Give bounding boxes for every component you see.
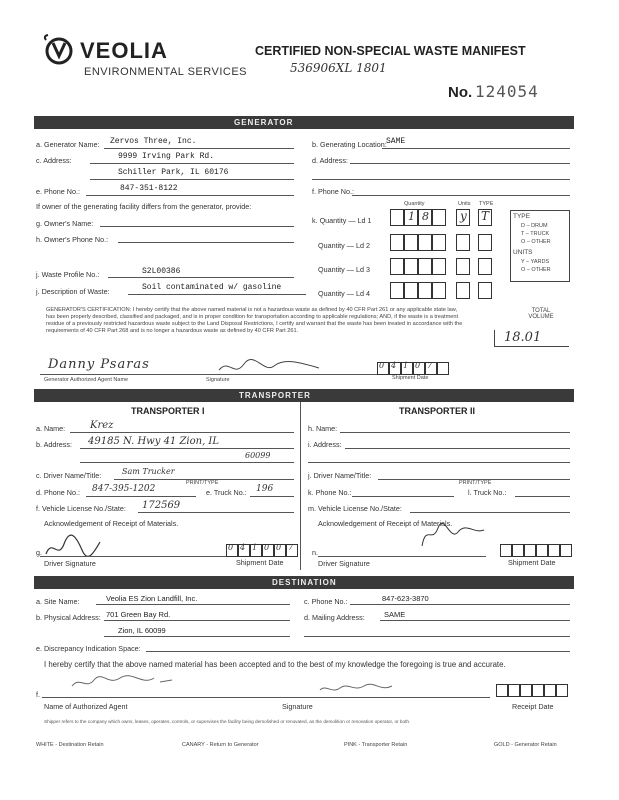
copy-canary: CANARY - Return to Generator	[182, 742, 259, 748]
type-legend-truck: T – TRUCK	[521, 231, 550, 237]
t2-license-label: m. Vehicle License No./State:	[308, 504, 402, 513]
t1-ack-label: Acknowledgement of Receipt of Materials.	[44, 519, 179, 528]
units-legend-yards: Y – YARDS	[521, 259, 550, 265]
quantity-ld1-label: k. Quantity — Ld 1	[312, 216, 372, 225]
ld1-qty-mark-2: 8	[422, 210, 429, 223]
type-legend	[510, 210, 570, 282]
manifest-number: 124054	[475, 82, 539, 101]
copy-gold: GOLD - Generator Retain	[494, 742, 557, 748]
dest-phone-value: 847-623-3870	[382, 594, 429, 603]
t1-truck-value: 196	[256, 484, 274, 494]
generator-address-label: c. Address:	[36, 156, 72, 165]
t1-driver-label: c. Driver Name/Title:	[36, 471, 102, 480]
generator-section-bar	[34, 116, 574, 129]
t1-driver-signature-label: Driver Signature	[44, 559, 96, 568]
generator-section-title: GENERATOR	[234, 118, 294, 127]
t2-driver-label: j. Driver Name/Title:	[308, 471, 372, 480]
t1-date-d5: 0	[276, 543, 282, 552]
destination-section-title: DESTINATION	[272, 578, 337, 587]
physical-address-label: b. Physical Address:	[36, 613, 101, 622]
t1-driver-value: Sam Trucker	[122, 467, 175, 476]
t1-license-label: f. Vehicle License No./State:	[36, 504, 126, 513]
transporter-2-title: TRANSPORTER II	[399, 406, 476, 416]
owner-note: If owner of the generating facility differs from the generator, provide:	[36, 202, 252, 211]
generator-address-line1: 9999 Irving Park Rd.	[118, 152, 215, 161]
quantity-header: Quantity	[404, 201, 425, 207]
brand-subtitle: ENVIRONMENTAL SERVICES	[84, 66, 247, 78]
f-phone-label: f. Phone No.:	[312, 187, 354, 196]
t1-phone-label: d. Phone No.:	[36, 488, 80, 497]
quantity-ld3-label: Quantity — Ld 3	[318, 265, 370, 274]
mailing-address-value: SAME	[384, 610, 406, 619]
t1-license-value: 172569	[142, 500, 181, 511]
type-header: TYPE	[479, 201, 494, 207]
generating-location-value: SAME	[386, 137, 406, 146]
generator-shipment-date-label: Shipment Date	[392, 375, 429, 381]
generator-agent-name-label: Generator Authorized Agent Name	[44, 377, 129, 383]
ld1-qty-mark-1: 1	[408, 210, 415, 223]
generator-address-line2: Schiller Park, IL 60176	[118, 168, 229, 177]
receiver-signature-scribble	[316, 680, 396, 703]
t1-date-d2: 4	[240, 543, 246, 552]
generator-phone-value: 847-351-8122	[120, 184, 178, 193]
site-name-label: a. Site Name:	[36, 597, 80, 606]
t1-truck-label: e. Truck No.:	[206, 488, 247, 497]
t2-print-type-label: PRINT/TYPE	[459, 480, 492, 486]
t1-date-d3: 1	[252, 543, 258, 552]
d-address-label: d. Address:	[312, 156, 348, 165]
t2-n-label: n.	[312, 548, 318, 557]
total-volume-label: TOTAL VOLUME	[528, 308, 554, 320]
generator-date-d1: 0	[379, 361, 385, 370]
generating-location-label: b. Generating Location:	[312, 140, 387, 149]
veolia-logo	[40, 34, 78, 68]
t2-driver-signature-label: Driver Signature	[318, 559, 370, 568]
dest-phone-label: c. Phone No.:	[304, 597, 348, 606]
waste-description-label: j. Description of Waste:	[36, 287, 110, 296]
quantity-ld4-label: Quantity — Ld 4	[318, 289, 370, 298]
physical-address-line1: 701 Green Bay Rd.	[106, 610, 171, 619]
t2-truck-label: l. Truck No.:	[468, 488, 507, 497]
f-label: f.	[36, 690, 40, 699]
transporter-divider	[300, 402, 301, 570]
document-title: CERTIFIED NON-SPECIAL WASTE MANIFEST	[255, 44, 526, 58]
waste-description-value: Soil contaminated w/ gasoline	[142, 283, 282, 292]
t1-address-label: b. Address:	[36, 440, 72, 449]
owner-phone-label: h. Owner's Phone No.:	[36, 235, 109, 244]
t1-phone-value: 847-395-1202	[92, 484, 156, 494]
manifest-number-label: No.	[448, 84, 473, 101]
copy-white: WHITE - Destination Retain	[36, 742, 104, 748]
copy-pink: PINK - Transporter Retain	[344, 742, 408, 748]
agent-name-scribble	[68, 672, 178, 697]
generator-certification-text: GENERATOR'S CERTIFICATION: I hereby certify that the above named material is not a hazardous waste as defined by 40 CFR Part 261 or any applicable state law, has been properly described, classified and packaged, and is in proper condition for transportation according to applicable regulations; AND, if the waste is a treatment residue of a previously restricted hazardous waste subject to the Land Disposal Restrictions, I certify and warrant that the waste has been treated in accordance with the requirements of 40 CFR Part 268 and is no longer a hazardous waste as defined by 40 CFR Part 261.	[46, 307, 463, 334]
ld1-units-value: y	[460, 209, 467, 223]
generator-agent-name-hand: Danny Psaras	[48, 357, 150, 372]
site-name-value: Veolia ES Zion Landfill, Inc.	[106, 594, 198, 603]
units-header: Units	[458, 201, 471, 207]
brand-name: VEOLIA	[80, 38, 168, 63]
quantity-ld2-label: Quantity — Ld 2	[318, 241, 370, 250]
discrepancy-label: e. Discrepancy Indication Space:	[36, 644, 141, 653]
waste-profile-value: S2L00386	[142, 267, 181, 276]
t2-shipment-date-label: Shipment Date	[508, 558, 556, 567]
owner-name-label: g. Owner's Name:	[36, 219, 94, 228]
generator-name-value: Zervos Three, Inc.	[110, 137, 197, 146]
transporter-1-title: TRANSPORTER I	[131, 406, 205, 416]
receipt-date-label: Receipt Date	[512, 702, 554, 711]
mailing-address-label: d. Mailing Address:	[304, 613, 365, 622]
ld1-type-value: T	[481, 209, 490, 223]
generator-phone-label: e. Phone No.:	[36, 187, 80, 196]
generator-date-d2: 4	[391, 361, 397, 370]
t1-date-d1: 0	[228, 543, 234, 552]
generator-date-d4: 0	[415, 361, 421, 370]
t1-address-value: 49185 N. Hwy 41 Zion, IL	[88, 436, 220, 447]
t1-date-d4: 0	[264, 543, 270, 552]
generator-signature-scribble	[214, 356, 324, 383]
generator-date-d3: 1	[403, 361, 409, 370]
generator-signature-label: Signature	[206, 377, 230, 383]
t1-address-line2: 60099	[245, 451, 271, 460]
t1-name-value: Krez	[90, 420, 114, 431]
t1-print-type-label: PRINT/TYPE	[186, 480, 219, 486]
footer-notice: Shipper refers to the company which owns, leases, operates, controls, or supervises the facility being demolished or renovated, as the demolition or renovation operator, or both.	[44, 719, 411, 724]
t2-signature-scribble	[418, 520, 488, 555]
t1-name-label: a. Name:	[36, 424, 66, 433]
type-legend-drum: D – DRUM	[521, 223, 548, 229]
units-legend-other: O – OTHER	[521, 267, 551, 273]
handwritten-reference: 536906XL 1801	[290, 61, 387, 75]
t2-address-label: i. Address:	[308, 440, 342, 449]
t2-name-label: h. Name:	[308, 424, 338, 433]
t1-g-label: g.	[36, 548, 42, 557]
units-legend-title: UNITS	[513, 249, 533, 256]
generator-name-label: a. Generator Name:	[36, 140, 100, 149]
physical-address-line2: Zion, IL 60099	[118, 626, 166, 635]
type-legend-title: TYPE	[513, 213, 530, 220]
destination-section-bar	[34, 576, 574, 589]
type-legend-other: O – OTHER	[521, 239, 551, 245]
t1-date-d6: 7	[288, 543, 294, 552]
t1-shipment-date-label: Shipment Date	[236, 558, 284, 567]
total-volume-value: 18.01	[504, 330, 542, 345]
t2-phone-label: k. Phone No.:	[308, 488, 352, 497]
waste-profile-label: j. Waste Profile No.:	[36, 270, 100, 279]
transporter-section-bar	[34, 389, 574, 402]
transporter-section-title: TRANSPORTER	[239, 391, 311, 400]
t2-ack-label: Acknowledgement of Receipt of Materials.	[318, 519, 453, 528]
authorized-agent-label: Name of Authorized Agent	[44, 702, 128, 711]
generator-date-d5: 7	[427, 361, 433, 370]
acceptance-certification: I hereby certify that the above named material has been accepted and to the best of my knowledge the foregoing is true and accurate.	[44, 660, 506, 669]
receiver-signature-label: Signature	[282, 702, 313, 711]
